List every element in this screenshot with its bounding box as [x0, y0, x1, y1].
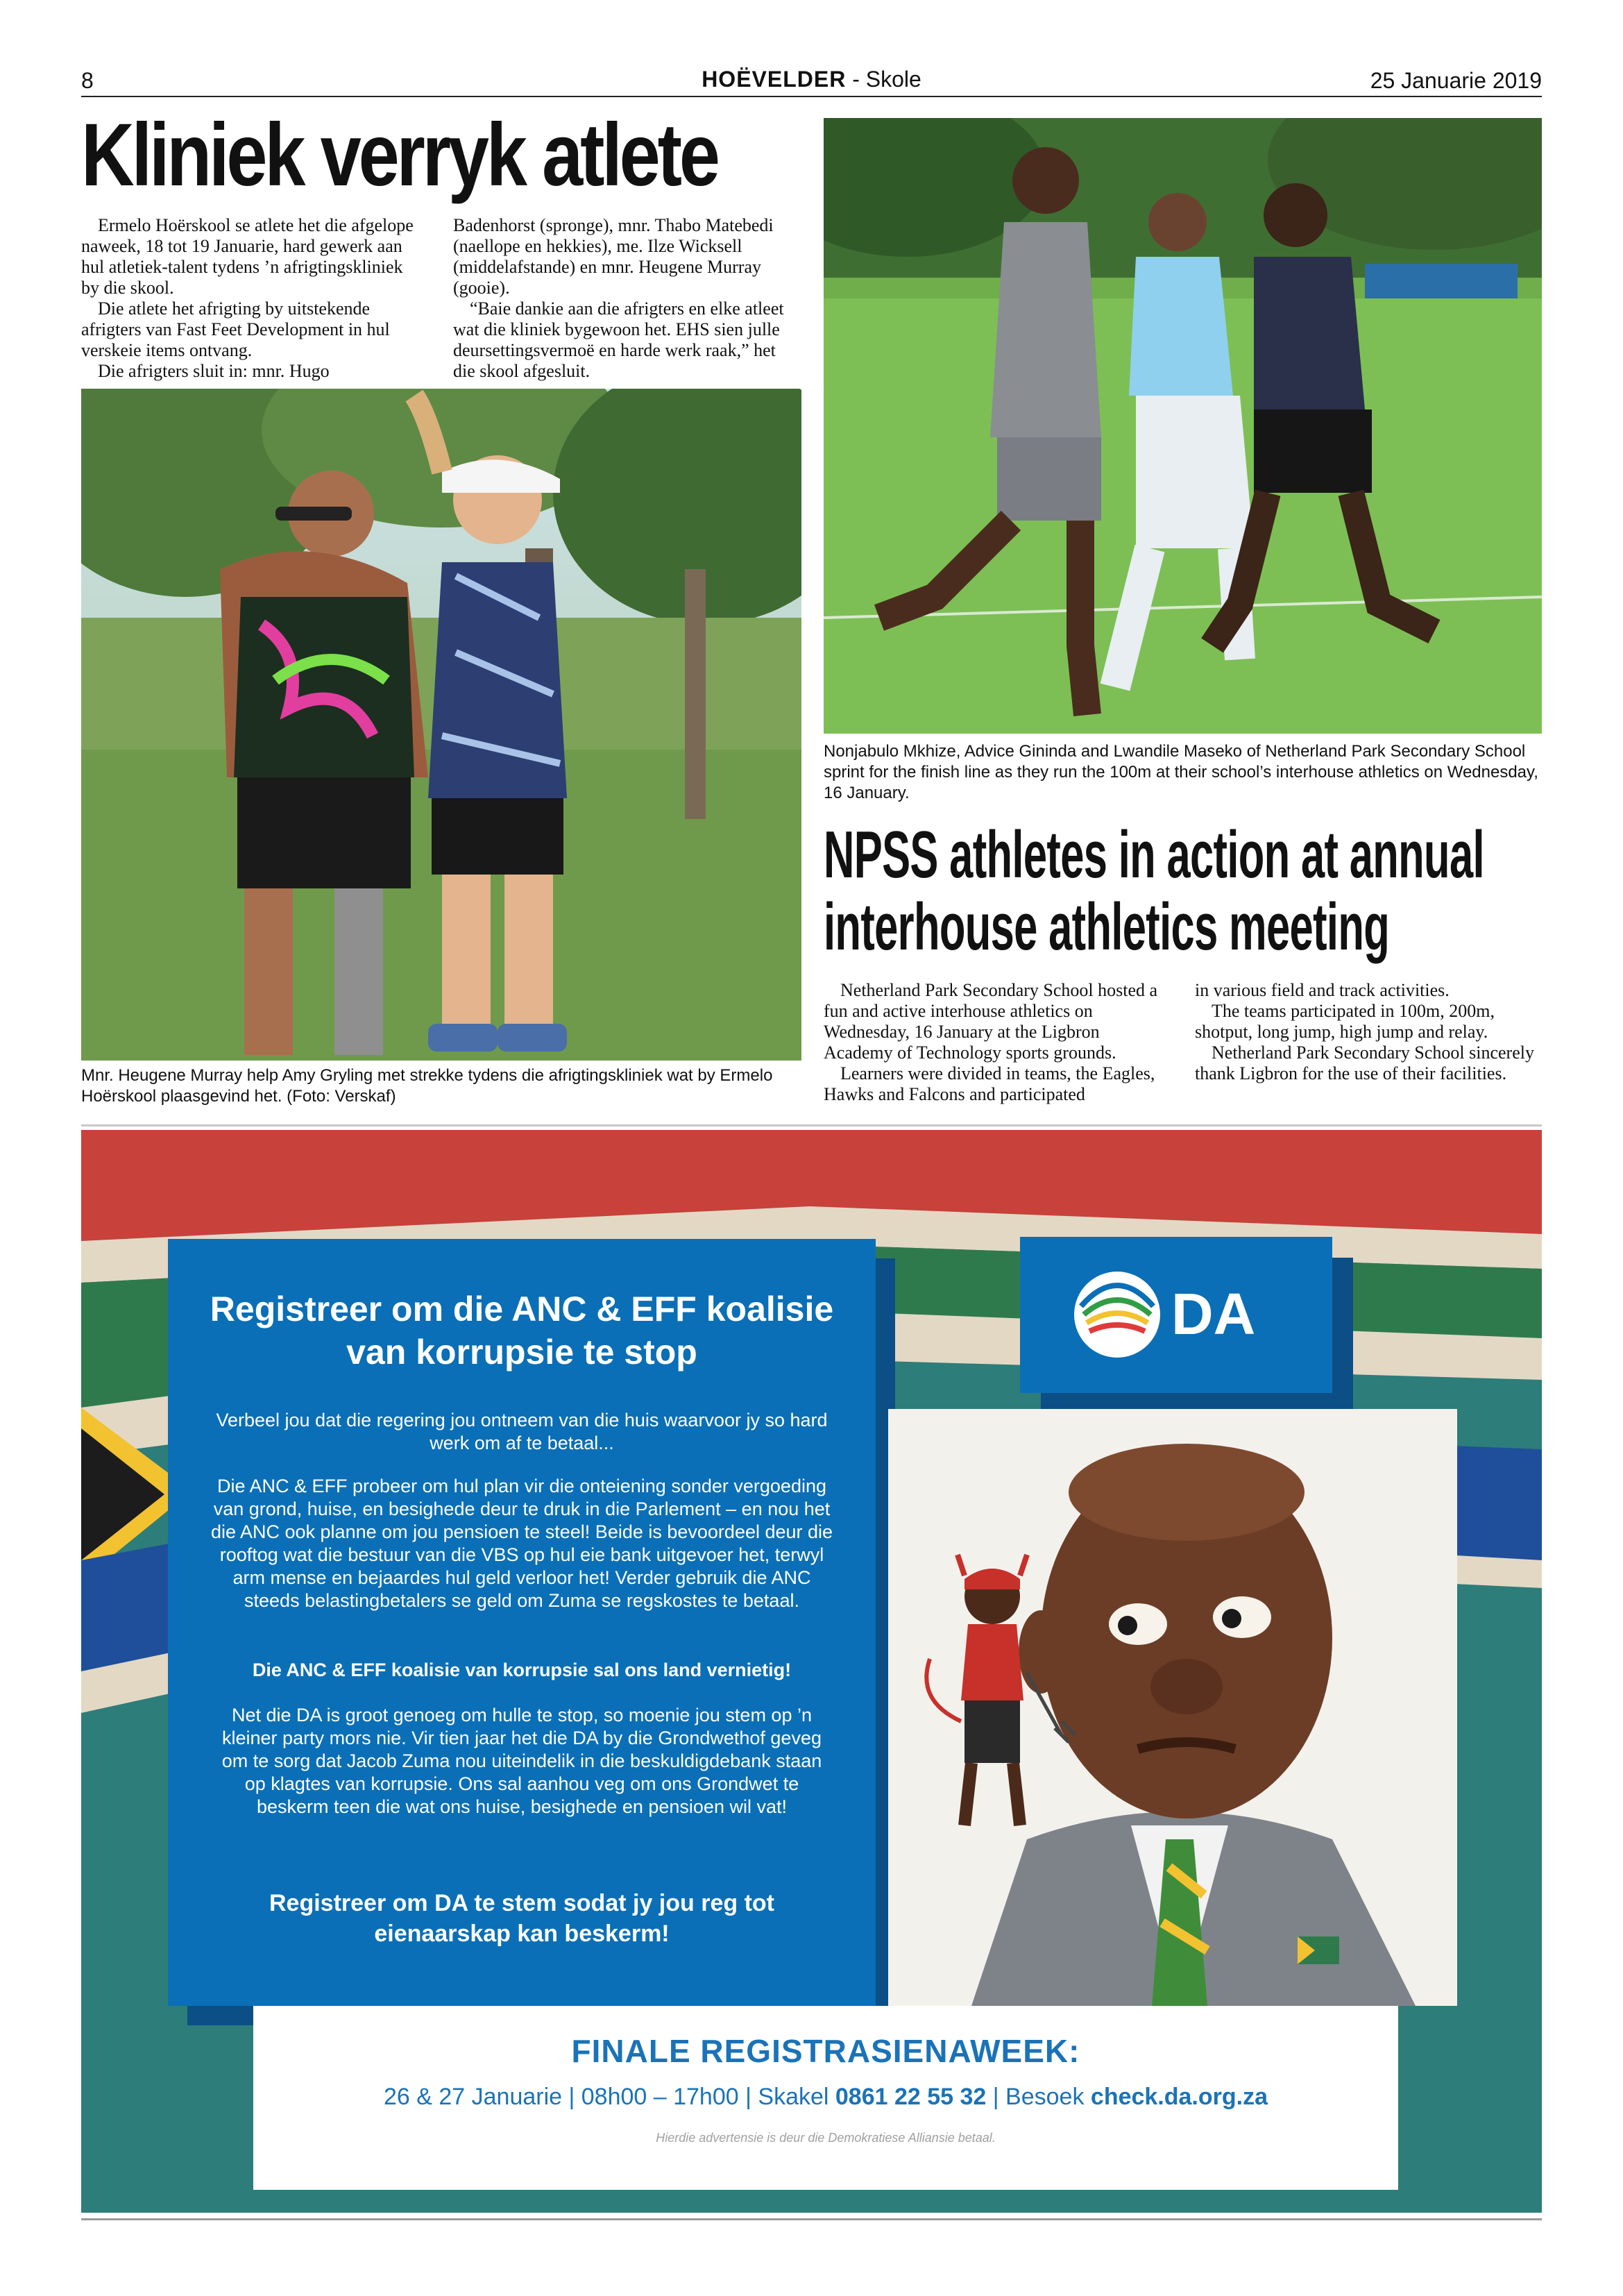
- article1-headline: Kliniek verryk atlete: [81, 105, 717, 205]
- article2-column-2: [1195, 980, 1542, 1084]
- page-number: 8: [81, 68, 94, 93]
- ad-paragraph-3: Die ANC & EFF koalisie van korrupsie sal ons land vernietig!: [252, 1660, 792, 1680]
- paragraph: in various field and track activities.: [1195, 980, 1450, 1000]
- article2-column-1: [824, 980, 1171, 1105]
- ad-paragraph-1: Verbeel jou dat die regering jou ontneem van die huis waarvoor jy so hard werk om af te betaal...: [216, 1410, 828, 1453]
- registration-dates: 26 & 27 Januarie | 08h00 – 17h00 | Skakel: [383, 2084, 835, 2110]
- ad-message-panel: [168, 1239, 876, 2006]
- article1-column-1: [81, 215, 414, 382]
- publication-name: HOËVELDER: [702, 67, 847, 92]
- registration-banner: [253, 2006, 1398, 2190]
- article2-photo-caption: Nonjabulo Mkhize, Advice Gininda and Lwandile Maseko of Netherland Park Secondary School sprint for the finish line as they run the 100m at their school’s interhouse athletics on Wednesday, 16 January.: [824, 742, 1538, 802]
- registration-url[interactable]: check.da.org.za: [1090, 2084, 1268, 2110]
- ad-heading: Registreer om die ANC & EFF koalisie van korrupsie te stop: [210, 1290, 834, 1371]
- section-divider: [81, 1124, 1542, 1126]
- header-rule: [81, 96, 1542, 97]
- political-cartoon: [888, 1409, 1457, 2006]
- ad-paragraph-2: Die ANC & EFF probeer om hul plan vir die onteiening sonder vergoeding van grond, huise, en besighede deur te druk in die Parlement – en nou het die ANC ook planne om jou pensioen te steel! Beide is bevoordeel deur die rooftog wat die bestuur van die VBS op hul eie bank uitgevoer het, terwyl arm mense en bejaardes hul geld verloor het! Verder gebruik die ANC steeds belastingbetalers se geld om Zuma se regskostes te betaal.: [210, 1476, 833, 1611]
- paragraph: “Baie dankie aan die afrigters en elke atleet wat die kliniek bygewoon het. EHS sien julle deursettingsvermoë en harde werk raak,” het die skool afgesluit.: [453, 298, 784, 381]
- da-logo-box: [1020, 1237, 1332, 1393]
- paragraph: Badenhorst (spronge), mnr. Thabo Matebedi (naellope en hekkies), me. Ilze Wicksell (middelafstande) en mnr. Heugene Murray (gooie).: [453, 215, 774, 298]
- registration-details: [253, 2084, 1398, 2111]
- registration-visit: | Besoek: [986, 2084, 1091, 2110]
- da-logo-text: DA: [1171, 1281, 1256, 1347]
- issue-date: 25 Januarie 2019: [1370, 68, 1542, 93]
- footer-rule: [81, 2218, 1542, 2220]
- sprint-race-illustration: [824, 118, 1542, 734]
- paragraph: Netherland Park Secondary School hosted a fun and active interhouse athletics on Wednesday, 16 January at the Ligbron Academy of Technology sports grounds.: [824, 980, 1158, 1063]
- sprint-race-photo: [824, 118, 1542, 734]
- article1-photo-caption: Mnr. Heugene Murray help Amy Gryling met strekke tydens die afrigtingskliniek wat by Ermelo Hoërskool plaasgevind het. (Foto: Verskaf): [81, 1066, 773, 1106]
- article2-headline: [824, 818, 1484, 964]
- registration-title: FINALE REGISTRASIENAWEEK:: [571, 2033, 1080, 2069]
- coaching-clinic-illustration: [81, 389, 801, 1061]
- article1-column-2: [453, 215, 800, 382]
- paragraph: Learners were divided in teams, the Eagles, Hawks and Falcons and participated: [824, 1063, 1155, 1104]
- ad-paragraph-4: Net die DA is groot genoeg om hulle te stop, so moenie jou stem op ’n kleiner party mors nie. Vir tien jaar het die DA by die Grondwethof geveg om te sorg dat Jacob Zuma nou uiteindelik in die beskuldigdebank staan op klagtes van korrupsie. Ons sal aanhou veg om ons Grondwet te beskerm teen die wat ons huise, besighede en pensioen wil vat!: [221, 1705, 822, 1817]
- paragraph: Die afrigters sluit in: mnr. Hugo: [98, 361, 330, 381]
- registration-phone[interactable]: 0861 22 55 32: [835, 2084, 987, 2110]
- headline-line-1: NPSS athletes in action at annual: [824, 818, 1484, 892]
- paragraph: The teams participated in 100m, 200m, shotput, long jump, high jump and relay.: [1195, 1001, 1495, 1042]
- paragraph: Netherland Park Secondary School sincerely thank Ligbron for the use of their facilities.: [1195, 1043, 1534, 1083]
- ad-call-to-action: Registreer om DA te stem sodat jy jou reg tot eienaarskap kan beskerm!: [269, 1890, 774, 1947]
- ad-disclaimer: Hierdie advertensie is deur die Demokratiese Alliansie betaal.: [656, 2131, 996, 2145]
- da-logo: [1020, 1237, 1332, 1393]
- headline-line-2: interhouse athletics meeting: [824, 890, 1390, 964]
- paragraph: Die atlete het afrigting by uitstekende afrigters van Fast Feet Development in hul verskeie items ontvang.: [81, 298, 390, 360]
- coaching-clinic-photo: [81, 389, 801, 1061]
- section-name: - Skole: [846, 67, 921, 92]
- paragraph: Ermelo Hoërskool se atlete het die afgelope naweek, 18 tot 19 Januarie, hard gewerk aan hul atletiek-talent tydens ’n afrigtingskliniek by die skool.: [81, 215, 414, 298]
- cartoon-illustration: [888, 1409, 1457, 2006]
